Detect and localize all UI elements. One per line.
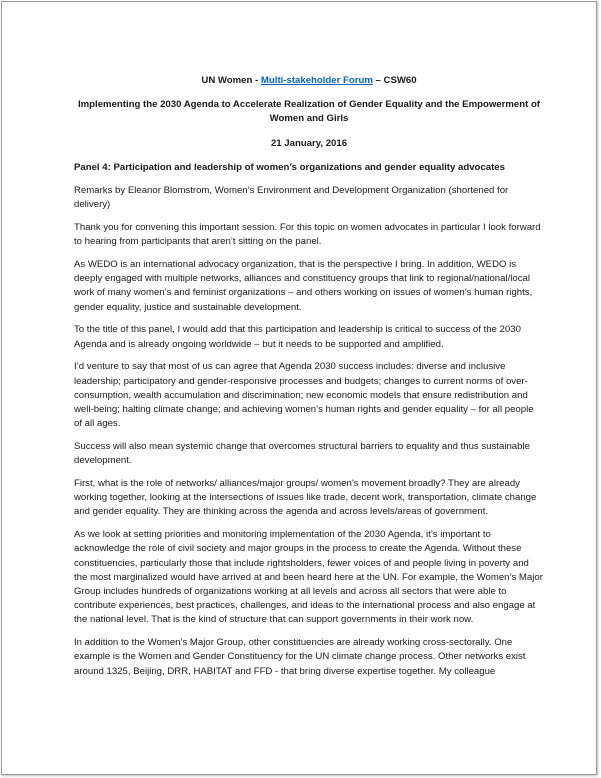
paragraph: I’d venture to say that most of us can agree that Agenda 2030 success includes: diverse and inclusive leadership; participatory and gender-responsive processes and budgets; changes to current norms of over-consumption, wealth accumulation and discrimination; new economic models that ensure redistribution and well-being; halting climate change; and achieving women’s human rights and gender equality – for all people of all ages. (74, 361, 534, 430)
paragraph: First, what is the role of networks/ alliances/major groups/ women’s movement broadly? They are already working together, looking at the intersections of issues like trade, decent work, transportation, climate change and gender equality. They are thinking across the agenda and across levels/areas of government. (74, 478, 537, 518)
document-subtitle: Implementing the 2030 Agenda to Accelerate Realization of Gender Equality and the Empowerment of Women and Girls (77, 99, 540, 125)
document-page (1, 1, 597, 775)
forum-title-prefix: UN Women - (201, 75, 261, 86)
document-content (74, 74, 544, 687)
paragraph: As we look at setting priorities and monitoring implementation of the 2030 Agenda, it’s important to acknowledge the role of civil society and major groups in the process to create the Agenda. Without these constituencies, particularly those that include rightsholders, fewer voices of and people living in poverty and the most marginalized would have arrived at and been heard here at the UN. For example, the Women’s Major Group includes hundreds of organizations working at all levels and across all sectors that were able to contribute experiences, best practices, challenges, and ideas to the international process and also engage at the national level. That is the kind of structure that can support governments in their work now. (74, 529, 543, 626)
paragraph: Success will also mean systemic change that overcomes structural barriers to equality and thus sustainable development. (74, 441, 530, 467)
panel-title: Panel 4: Participation and leadership of women’s organizations and gender equality advocates (74, 161, 505, 173)
paragraph: In addition to the Women’s Major Group, other constituencies are already working cross-sectorally. One example is the Women and Gender Constituency for the UN climate change process. Other networks exist around 1325, Beijing, DRR, HABITAT and FFD - that bring diverse expertise together. My colleague (74, 637, 526, 677)
forum-title (74, 74, 544, 88)
paragraph: To the title of this panel, I would add that this participation and leadership is critical to success of the 2030 Agenda and is already ongoing worldwide – but it needs to be supported and amplified. (74, 324, 521, 350)
forum-title-suffix: – CSW60 (372, 75, 417, 86)
paragraph: Thank you for convening this important session. For this topic on women advocates in particular I look forward to hearing from participants that aren’t sitting on the panel. (74, 222, 541, 248)
document-date: 21 January, 2016 (270, 137, 348, 149)
remarks-attribution: Remarks by Eleanor Blomstrom, Women’s Environment and Development Organization (shortened for delivery) (74, 185, 509, 211)
paragraph: As WEDO is an international advocacy organization, that is the perspective I bring. In addition, WEDO is deeply engaged with multiple networks, alliances and constituency groups that link to regional/national/local work of many women’s and feminist organizations – and others working on issues of women’s human rights, gender equality, justice and sustainable development. (74, 259, 533, 313)
forum-link[interactable]: Multi-stakeholder Forum (260, 75, 373, 86)
